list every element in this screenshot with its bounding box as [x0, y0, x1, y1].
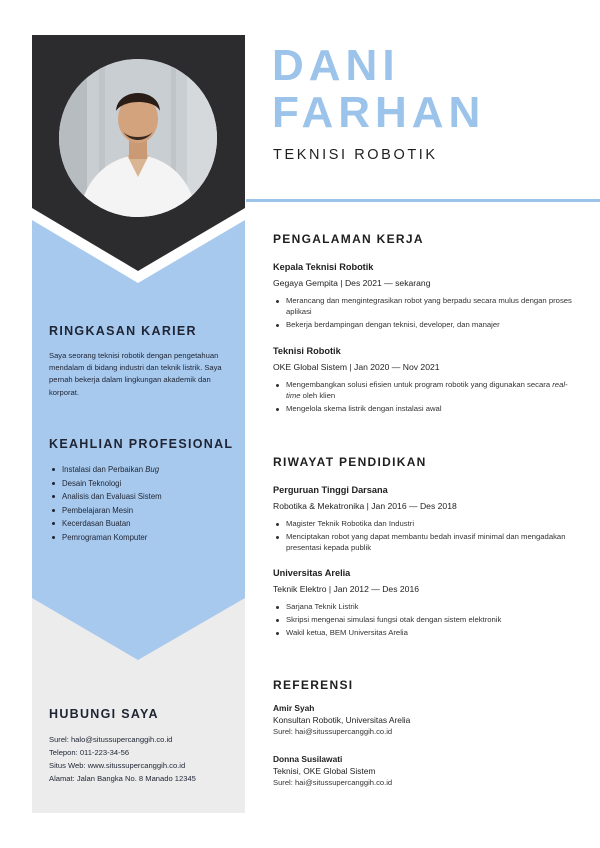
- reference-role: Konsultan Robotik, Universitas Arelia: [273, 715, 411, 725]
- education-bullets: [273, 601, 578, 639]
- references-heading: REFERENSI: [273, 678, 354, 692]
- job-bullets: [273, 295, 578, 331]
- experience-heading: PENGALAMAN KERJA: [273, 232, 424, 246]
- education-bullet: Wakil ketua, BEM Universitas Arelia: [273, 627, 578, 638]
- contact-phone: Telepon: 011-223-34-56: [49, 748, 130, 757]
- career-summary-text: Saya seorang teknisi robotik dengan pengetahuan mendalam di bidang industri dan teknik listrik. Saya pernah bekerja dalam lingkungan akademik dan korporat.: [49, 351, 222, 397]
- job-bullets: [273, 379, 578, 415]
- job-bullet: Mengembangkan solusi efisien untuk program robotik yang digunakan secara real-time oleh klien: [273, 379, 578, 401]
- contact-section: [49, 707, 234, 785]
- education-entry: [273, 567, 578, 639]
- skills-heading: KEAHLIAN PROFESIONAL: [49, 437, 234, 451]
- avatar: [59, 59, 217, 217]
- skills-section: [49, 437, 234, 545]
- job-role: Teknisi Robotik: [273, 346, 341, 356]
- reference-email[interactable]: Surel: hai@situssupercanggih.co.id: [273, 778, 393, 787]
- reference-role: Teknisi, OKE Global Sistem: [273, 766, 376, 776]
- school-name: Perguruan Tinggi Darsana: [273, 485, 388, 495]
- career-summary-section: [49, 324, 234, 399]
- school-program: Robotika & Mekatronika | Jan 2016 — Des 2018: [273, 501, 457, 511]
- job-org: Gegaya Gempita | Des 2021 — sekarang: [273, 278, 431, 288]
- education-bullet: Magister Teknik Robotika dan Industri: [273, 518, 578, 529]
- job-role: Kepala Teknisi Robotik: [273, 262, 374, 272]
- contact-website[interactable]: Situs Web: www.situssupercanggih.co.id: [49, 761, 186, 770]
- education-bullet: Skripsi mengenai simulasi fungsi otak dengan sistem elektronik: [273, 614, 578, 625]
- contact-heading: HUBUNGI SAYA: [49, 707, 159, 721]
- education-bullet: Sarjana Teknik Listrik: [273, 601, 578, 612]
- skill-item: Desain Teknologi: [49, 477, 234, 491]
- contact-details: [49, 733, 234, 785]
- education-bullet: Menciptakan robot yang dapat membantu bedah invasif minimal dan mengadakan presentasi kepada publik: [273, 531, 578, 553]
- first-name: DANI: [272, 41, 400, 90]
- reference-entry: [273, 702, 578, 738]
- skill-item: Instalasi dan Perbaikan Bug: [49, 463, 234, 477]
- job-entry: [273, 261, 578, 331]
- job-entry: [273, 345, 578, 415]
- contact-email[interactable]: Surel: halo@situssupercanggih.co.id: [49, 735, 173, 744]
- school-program: Teknik Elektro | Jan 2012 — Des 2016: [273, 584, 420, 594]
- reference-email[interactable]: Surel: hai@situssupercanggih.co.id: [273, 727, 393, 736]
- education-heading: RIWAYAT PENDIDIKAN: [273, 455, 427, 469]
- job-title: TEKNISI ROBOTIK: [273, 147, 438, 163]
- skill-item: Analisis dan Evaluasi Sistem: [49, 490, 234, 504]
- skills-list: [49, 463, 234, 545]
- career-summary-heading: RINGKASAN KARIER: [49, 324, 197, 338]
- job-bullet: Mengelola skema listrik dengan instalasi awal: [273, 403, 578, 414]
- school-name: Universitas Arelia: [273, 568, 351, 578]
- education-bullets: [273, 518, 578, 554]
- reference-name: Donna Susilawati: [273, 754, 343, 764]
- reference-entry: [273, 753, 578, 789]
- reference-name: Amir Syah: [273, 703, 315, 713]
- education-entry: [273, 484, 578, 554]
- avatar-photo: [59, 59, 217, 217]
- skill-item: Pemrograman Komputer: [49, 531, 234, 545]
- job-bullet: Bekerja berdampingan dengan teknisi, developer, dan manajer: [273, 319, 578, 330]
- job-org: OKE Global Sistem | Jan 2020 — Nov 2021: [273, 362, 440, 372]
- skill-item: Pembelajaran Mesin: [49, 504, 234, 518]
- contact-address: Alamat: Jalan Bangka No. 8 Manado 12345: [49, 774, 196, 783]
- last-name: FARHAN: [272, 88, 486, 137]
- header-divider: [246, 199, 600, 202]
- job-bullet: Merancang dan mengintegrasikan robot yang berpadu secara mulus dengan proses aplikasi: [273, 295, 578, 317]
- skill-item: Kecerdasan Buatan: [49, 517, 234, 531]
